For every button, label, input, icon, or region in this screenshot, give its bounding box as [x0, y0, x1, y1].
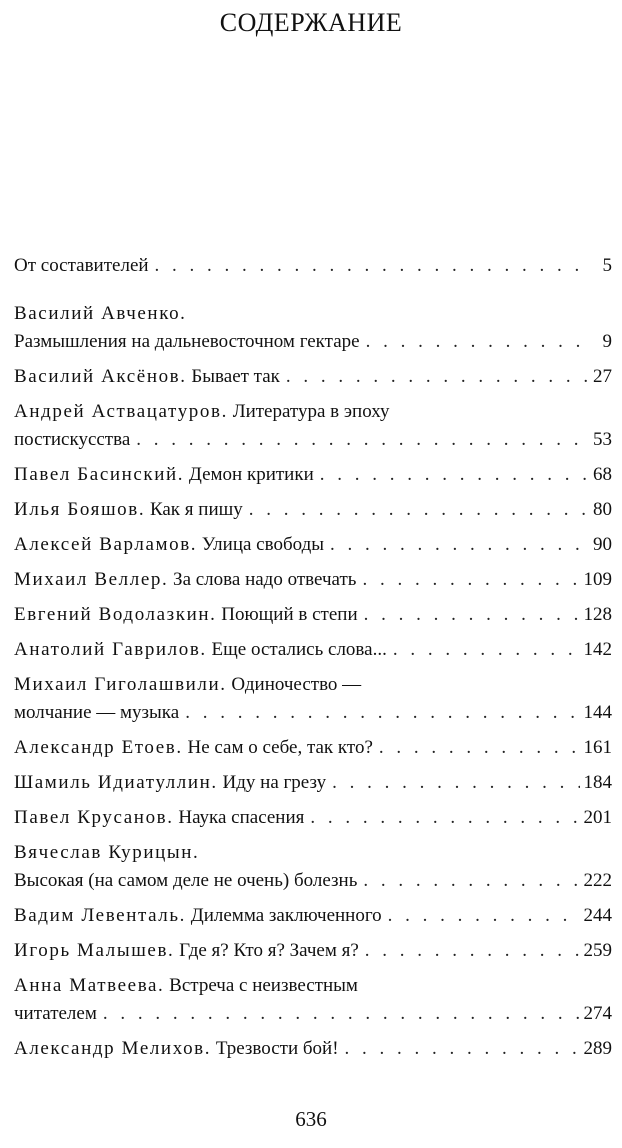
page-ref: 142: [583, 639, 612, 660]
dot-leader: [388, 902, 580, 930]
page-ref: 274: [583, 1003, 612, 1024]
entry-title: Литература в эпоху: [232, 401, 390, 422]
page-ref: 80: [593, 499, 612, 520]
page-ref: 109: [583, 569, 612, 590]
dot-leader: [393, 636, 580, 664]
page-ref: 244: [583, 905, 612, 926]
toc-entry: [14, 804, 612, 832]
toc-entry: [14, 937, 612, 965]
toc-entry: [14, 839, 612, 895]
page-ref: 222: [583, 870, 612, 891]
dot-leader: [366, 328, 588, 356]
dot-leader: [185, 699, 579, 727]
entry-author: Илья Бояшов.: [14, 499, 146, 520]
toc-entry: [14, 769, 612, 797]
page-ref: 68: [593, 464, 612, 485]
page-title: СОДЕРЖАНИЕ: [219, 8, 403, 37]
entry-author: Михаил Гиголашвили.: [14, 674, 227, 695]
dot-leader: [332, 769, 579, 797]
page-ref: 27: [593, 366, 612, 387]
table-of-contents: [14, 252, 612, 1063]
entry-title-cont: молчание — музыка: [14, 702, 180, 723]
entry-author: Михаил Веллер.: [14, 569, 169, 590]
dot-leader: [379, 734, 580, 762]
page-number: 636: [295, 1107, 327, 1131]
toc-entry: [14, 1035, 612, 1063]
entry-author: Вячеслав Курицын.: [14, 842, 200, 863]
dot-leader: [310, 804, 579, 832]
entry-author: Алексей Варламов.: [14, 534, 198, 555]
entry-title-cont: читателем: [14, 1003, 97, 1024]
page-ref: 201: [583, 807, 612, 828]
toc-entry: [14, 300, 612, 356]
entry-author: Анна Матвеева.: [14, 975, 165, 996]
dot-leader: [362, 566, 579, 594]
entry-author: Андрей Аствацатуров.: [14, 401, 228, 422]
dot-leader: [363, 867, 579, 895]
entry-author: Василий Аксёнов.: [14, 366, 187, 387]
dot-leader: [103, 1000, 580, 1028]
entry-title: Где я? Кто я? Зачем я?: [179, 940, 359, 961]
toc-entry: [14, 671, 612, 727]
entry-author: Александр Етоев.: [14, 737, 183, 758]
dot-leader: [330, 531, 588, 559]
dot-leader: [320, 461, 588, 489]
toc-entry: [14, 566, 612, 594]
entry-title: Не сам о себе, так кто?: [187, 737, 373, 758]
toc-entry: [14, 531, 612, 559]
toc-entry: [14, 972, 612, 1028]
entry-title: Демон критики: [188, 464, 314, 485]
entry-title: Дилемма заключенного: [190, 905, 382, 926]
page-ref: 5: [602, 255, 612, 276]
entry-author: Александр Мелихов.: [14, 1038, 212, 1059]
page-ref: 161: [583, 737, 612, 758]
entry-author: Павел Крусанов.: [14, 807, 174, 828]
page-ref: 259: [583, 940, 612, 961]
toc-entry: [14, 734, 612, 762]
entry-title: Наука спасения: [178, 807, 305, 828]
entry-title: Бывает так: [191, 366, 280, 387]
dot-leader: [286, 363, 588, 391]
dot-leader: [345, 1035, 580, 1063]
entry-author: Анатолий Гаврилов.: [14, 639, 207, 660]
entry-author: Шамиль Идиатуллин.: [14, 772, 218, 793]
page-ref: 128: [583, 604, 612, 625]
page-ref: 184: [583, 772, 612, 793]
toc-entry: [14, 636, 612, 664]
toc-entry: [14, 902, 612, 930]
entry-title: Высокая (на самом деле не очень) болезнь: [14, 870, 358, 891]
dot-leader: [249, 496, 588, 524]
toc-entry: [14, 398, 612, 454]
toc-entry: [14, 363, 612, 391]
entry-title: Трезвости бой!: [215, 1038, 339, 1059]
entry-title: Одиночество —: [231, 674, 362, 695]
entry-title: Поющий в степи: [221, 604, 358, 625]
entry-title: Размышления на дальневосточном гектаре: [14, 331, 360, 352]
page-ref: 90: [593, 534, 612, 555]
entry-title: Как я пишу: [149, 499, 243, 520]
page-ref: 9: [602, 331, 612, 352]
toc-entry: [14, 461, 612, 489]
entry-author: Вадим Левенталь.: [14, 905, 186, 926]
entry-title: Встреча с неизвестным: [169, 975, 358, 996]
entry-author: Евгений Водолазкин.: [14, 604, 217, 625]
page-ref: 53: [593, 429, 612, 450]
entry-author: Игорь Малышев.: [14, 940, 175, 961]
entry-author: Павел Басинский.: [14, 464, 185, 485]
page-ref: 289: [583, 1038, 612, 1059]
entry-title: Улица свободы: [201, 534, 325, 555]
dot-leader: [365, 937, 580, 965]
entry-title-cont: постискусства: [14, 429, 131, 450]
entry-title: От составителей: [14, 255, 149, 276]
dot-leader: [155, 252, 588, 280]
toc-entry: [14, 601, 612, 629]
entry-title: Еще остались слова...: [211, 639, 387, 660]
entry-title: Иду на грезу: [222, 772, 327, 793]
dot-leader: [364, 601, 580, 629]
toc-entry: [14, 496, 612, 524]
toc-entry: [14, 252, 612, 280]
dot-leader: [136, 426, 588, 454]
entry-title: За слова надо отвечать: [173, 569, 357, 590]
page-ref: 144: [583, 702, 612, 723]
entry-author: Василий Авченко.: [14, 303, 187, 324]
